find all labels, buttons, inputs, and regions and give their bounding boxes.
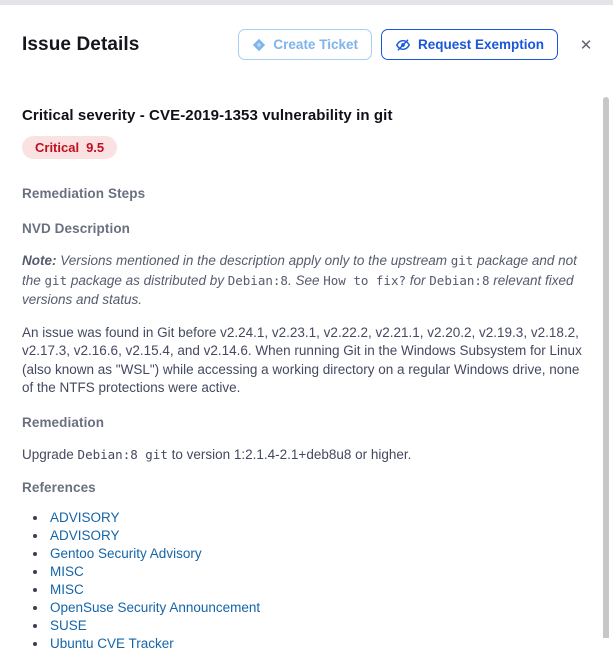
reference-item: [48, 599, 589, 617]
severity-badge: [22, 136, 117, 159]
reference-item: [48, 617, 589, 635]
request-exemption-button[interactable]: [381, 29, 558, 60]
reference-link[interactable]: MISC: [50, 563, 84, 579]
reference-item: [48, 581, 589, 599]
reference-item: [48, 509, 589, 527]
reference-item: [48, 635, 589, 653]
reference-link[interactable]: SUSE: [50, 617, 87, 633]
create-ticket-button[interactable]: [238, 29, 372, 60]
nvd-description-text: An issue was found in Git before v2.24.1, v2.23.1, v2.22.2, v2.21.1, v2.20.2, v2.19.3, v2.18.2, v2.17.3, v2.16.6, v2.15.4, and v2.14.6. When running Git in the Windows Subsystem for Linux (also known as "WSL") while accessing a working directory on a regular Windows drive, none of the NTFS protections were active.: [22, 324, 582, 395]
remediation-text: Upgrade Debian:8 git to version 1:2.1.4-2.1+deb8u8 or higher.: [22, 446, 412, 462]
reference-link[interactable]: ADVISORY: [50, 509, 120, 525]
remediation-steps-heading: Remediation Steps: [22, 186, 146, 201]
severity-score: 9.5: [86, 140, 105, 155]
reference-item: [48, 545, 589, 563]
header-actions: [238, 29, 599, 60]
issue-title: Critical severity - CVE-2019-1353 vulnerability in git: [22, 107, 393, 124]
reference-link[interactable]: MISC: [50, 581, 84, 597]
reference-link[interactable]: ADVISORY: [50, 527, 120, 543]
page-title: Issue Details: [22, 33, 140, 55]
nvd-description-heading: NVD Description: [22, 221, 131, 236]
reference-link[interactable]: Gentoo Security Advisory: [50, 545, 202, 561]
panel-content: [0, 107, 613, 653]
nvd-note: Note: Versions mentioned in the description apply only to the upstream git package and not the git package as distributed by Debian:8. See How to fix? for Debian:8 relevant fixed versions and status.: [22, 253, 577, 307]
request-exemption-label: Request Exemption: [417, 37, 544, 52]
remediation-heading: Remediation: [22, 414, 105, 430]
jira-diamond-icon: [252, 38, 266, 52]
close-icon[interactable]: ✕: [579, 36, 593, 54]
references-heading: References: [22, 479, 96, 495]
issue-details-panel: [0, 5, 613, 651]
reference-item: [48, 527, 589, 545]
references-list: [22, 509, 589, 653]
severity-label: Critical: [35, 140, 80, 155]
reference-link[interactable]: OpenSuse Security Announcement: [50, 599, 261, 615]
reference-item: [48, 563, 589, 581]
vertical-scrollbar[interactable]: [603, 97, 609, 638]
create-ticket-label: Create Ticket: [273, 37, 358, 52]
reference-link[interactable]: Ubuntu CVE Tracker: [50, 635, 174, 651]
eye-slash-icon: [395, 38, 411, 52]
panel-header: [0, 5, 613, 60]
